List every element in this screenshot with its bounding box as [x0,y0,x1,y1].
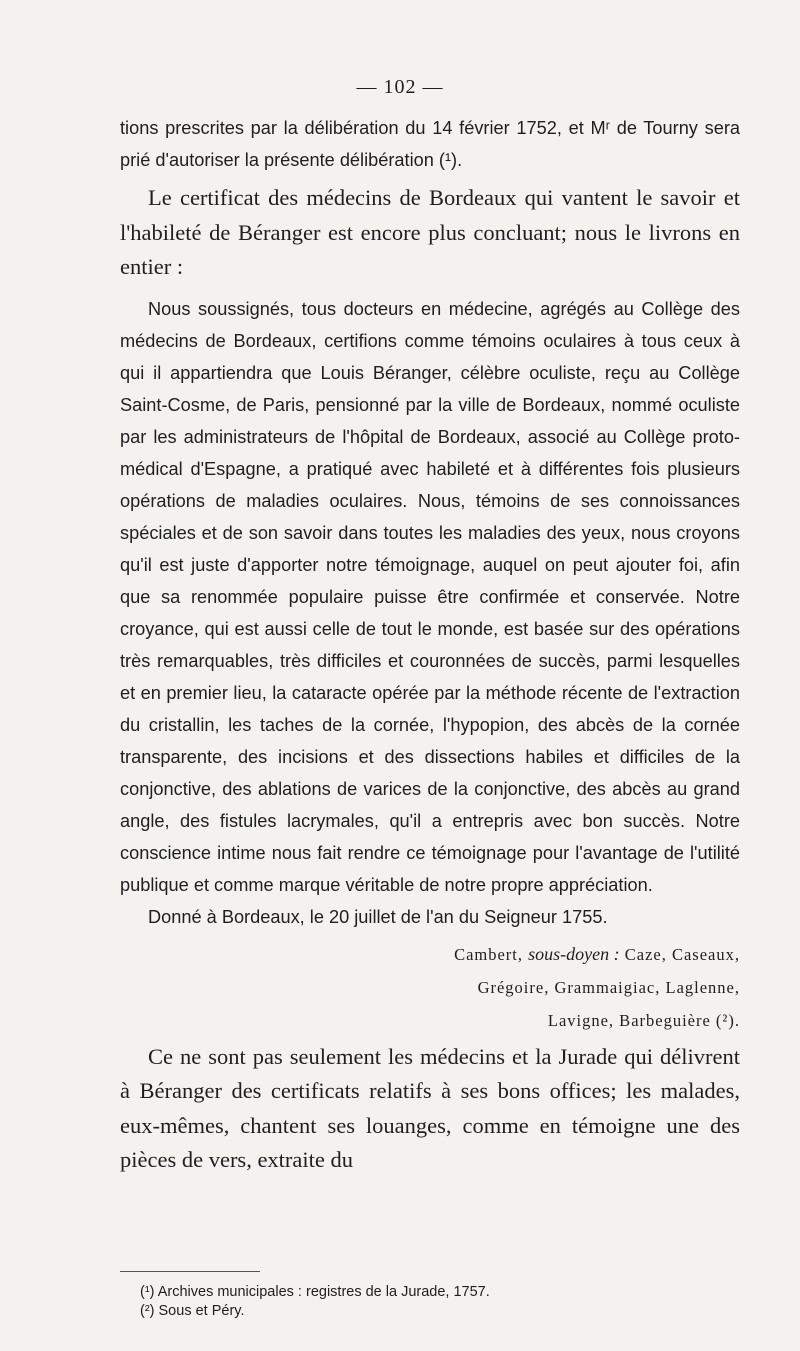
footnotes [140,1283,490,1321]
signature-cambert: Cambert, [454,944,524,964]
signature-line-2: Grégoire, Grammaigiac, Laglenne, [477,977,740,997]
paragraph-certificate-text: Nous soussignés, tous docteurs en médecine, agrégés au Collège des médecins de Bordeaux, certifions comme témoins oculaires à tous ceux à qui il appartiendra que Louis Béranger, célèbre oculiste, reçu au Collège Saint-Cosme, de Paris, pensionné par la ville de Bordeaux, nommé oculiste par les administrateurs de l'hôpital de Bordeaux, associé au Collège proto-médical d'Espagne, a pratiqué avec habileté et à différentes fois plusieurs opérations de maladies oculaires. Nous, témoins de ses connoissances spéciales et de son savoir dans toutes les maladies des yeux, nous croyons qu'il est juste d'apporter notre témoignage, auquel on peut ajouter foi, afin que sa renommée populaire puisse être confirmée et conservée. Notre croyance, qui est aussi celle de tout le monde, est basée sur des opérations très remarquables, très difficiles et couronnées de succès, parmi lesquelles et en premier lieu, la cataracte opérée par la méthode récente de l'extraction du cristallin, les taches de la cornée, l'hypopion, des abcès de la cornée transparente, des incisions et des dissections habiles et difficiles de la conjonctive, des ablations de varices de la conjonctive, des abcès au grand angle, des fistules lacrymales, qu'il a entrepris avec bon succès. Notre conscience intime nous fait rendre ce témoignage pour l'avantage de l'utilité publique et comme marque véritable de notre propre appréciation. [120,298,740,895]
footnote-2: (²) Sous et Péry. [140,1303,245,1319]
paragraph-decision-continuation: tions prescrites par la délibération du 14 février 1752, et Mʳ de Tourny sera prié d'autoriser la présente délibération (¹). [120,118,740,170]
signature-caze-caseaux: Caze, Caseaux, [624,944,740,964]
page-body [120,112,740,1178]
signature-role-sous-doyen: sous-doyen : [528,943,620,964]
footnote-1: (¹) Archives municipales : registres de la Jurade, 1757. [140,1284,490,1300]
signature-line-1 [120,938,740,971]
paragraph-certificate-intro: Le certificat des médecins de Bordeaux qui vantent le savoir et l'habileté de Béranger est encore plus concluant; nous le livrons en entier : [120,185,740,279]
signature-block [120,938,740,1037]
footnote-divider [120,1271,260,1272]
page-number: — 102 — [356,76,444,98]
paragraph-date-place: Donné à Bordeaux, le 20 juillet de l'an du Seigneur 1755. [148,906,608,927]
paragraph-patients-praise: Ce ne sont pas seulement les médecins et la Jurade qui délivrent à Béranger des certificats relatifs à ses bons offices; les malades, eux-mêmes, chantent ses louanges, comme en témoigne une des pièces de vers, extraite du [120,1043,740,1172]
signature-line-3: Lavigne, Barbeguière (²). [547,1010,740,1030]
